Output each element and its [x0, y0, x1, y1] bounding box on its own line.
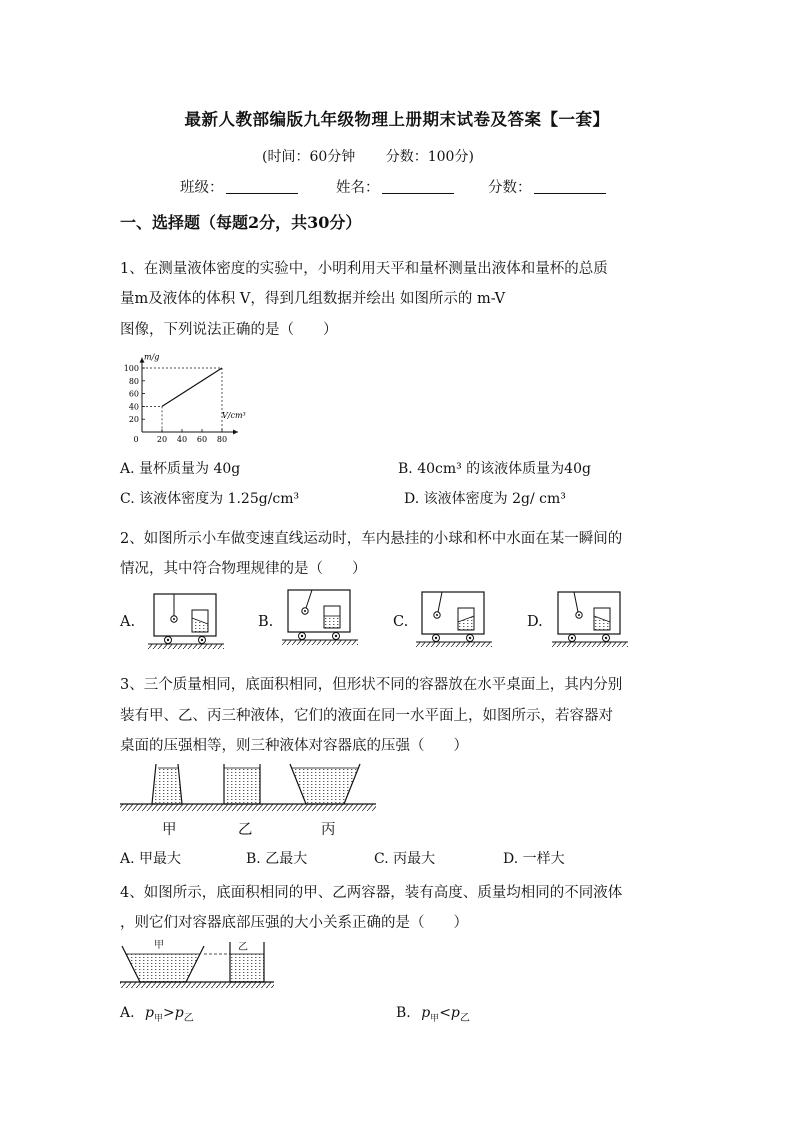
q1-line3: 图像，下列说法正确的是（ ）	[120, 322, 338, 338]
container-jia-q4	[122, 946, 204, 982]
x-tick-label: 0	[133, 435, 139, 444]
q3-label-bing: 丙	[321, 822, 336, 838]
q4-line1: 4、如图所示，底面积相同的甲、乙两容器，装有高度、质量均相同的不同液体	[120, 885, 623, 901]
q1-option-d[interactable]: D. 该液体密度为 2g/ cm³	[404, 491, 566, 507]
y-tick-label: 80	[128, 376, 139, 386]
q2-line1: 2、如图所示小车做变速直线运动时，车内悬挂的小球和杯中水面在某一瞬间的	[120, 531, 623, 547]
mv-graph	[118, 348, 268, 444]
q2-line2: 情况，其中符合物理规律的是（ ）	[120, 561, 367, 577]
container-jia	[152, 764, 182, 804]
x-tick-label: 20	[156, 435, 168, 444]
class-field[interactable]	[180, 176, 298, 197]
x-tick-label: 40	[176, 435, 188, 444]
container-bing	[290, 764, 360, 804]
name-blank[interactable]	[382, 179, 454, 194]
q2-car-figures	[140, 588, 640, 658]
chart-layer	[124, 353, 246, 444]
x-axis-label: V/cm³	[222, 411, 246, 420]
y-tick-label: 60	[128, 389, 139, 399]
class-blank[interactable]	[226, 179, 298, 194]
q1-option-a[interactable]: A. 量杯质量为 40g	[120, 461, 241, 477]
q3-line3: 桌面的压强相等，则三种液体对容器底的压强（ ）	[120, 738, 468, 754]
q2-label-b[interactable]: B.	[258, 614, 274, 630]
x-tick-label: 80	[216, 435, 228, 444]
name-field[interactable]	[336, 176, 454, 197]
q3-label-yi: 乙	[238, 822, 253, 838]
section-heading: 一、选择题（每题2分，共30分）	[120, 213, 362, 232]
q3-option-b[interactable]: B. 乙最大	[246, 851, 308, 867]
x-tick-label: 60	[196, 435, 208, 444]
y-tick-label: 20	[128, 415, 139, 425]
q3-option-a[interactable]: A. 甲最大	[120, 851, 182, 867]
q4-option-b[interactable]: B. $p_甲<p_乙$	[396, 1005, 470, 1024]
q3-option-c[interactable]: C. 丙最大	[374, 851, 436, 867]
q3-containers-figure	[118, 762, 378, 820]
q2-label-a[interactable]: A.	[120, 614, 136, 630]
car-a-figure	[148, 594, 224, 649]
container-yi	[224, 764, 260, 804]
exam-time: (时间：60分钟	[262, 149, 356, 165]
x-axis-arrow	[233, 430, 238, 435]
exam-total-score: 分数：100分)	[385, 149, 474, 165]
q4-label-jia: 甲	[154, 940, 164, 951]
car-d-figure	[552, 592, 628, 647]
q4-containers-figure	[118, 938, 278, 994]
q3-line1: 3、三个质量相同，底面积相同，但形状不同的容器放在水平桌面上，其内分别	[120, 677, 623, 693]
q1-line1: 1、在测量液体密度的实验中，小明利用天平和量杯测量出液体和量杯的总质	[120, 261, 608, 277]
q1-option-c[interactable]: C. 该液体密度为 1.25g/cm³	[120, 491, 300, 507]
q2-label-d[interactable]: D.	[527, 614, 543, 630]
score-blank[interactable]	[534, 179, 606, 194]
car-c-figure	[416, 592, 492, 647]
page-title: 最新人教部编版九年级物理上册期末试卷及答案【一套】	[184, 110, 610, 129]
q4-option-a[interactable]: A. $p_甲>p_乙$	[120, 1005, 194, 1024]
score-field[interactable]	[488, 176, 606, 197]
q2-label-c[interactable]: C.	[393, 614, 409, 630]
q1-option-b[interactable]: B. 40cm³ 的该液体质量为40g	[398, 461, 591, 477]
data-line	[162, 368, 222, 406]
y-tick-label: 40	[128, 402, 139, 412]
class-label: 班级：	[180, 180, 224, 196]
q4-line2: ，则它们对容器底部压强的大小关系正确的是（ ）	[120, 915, 468, 931]
q3-label-jia: 甲	[162, 822, 177, 838]
q3-line2: 装有甲、乙、丙三种液体，它们的液面在同一水平面上，如图所示，若容器对	[120, 708, 613, 724]
exam-info	[262, 146, 500, 166]
y-tick-label: 100	[123, 364, 139, 373]
y-axis-label: m/g	[144, 352, 160, 362]
car-b-figure	[282, 590, 358, 645]
score-label: 分数：	[488, 180, 532, 196]
q4-label-yi: 乙	[238, 942, 248, 953]
name-label: 姓名：	[336, 180, 380, 196]
q1-line2: 量m及液体的体积 V，得到几组数据并绘出 如图所示的 m-V	[120, 291, 506, 307]
q3-option-d[interactable]: D. 一样大	[503, 851, 565, 867]
